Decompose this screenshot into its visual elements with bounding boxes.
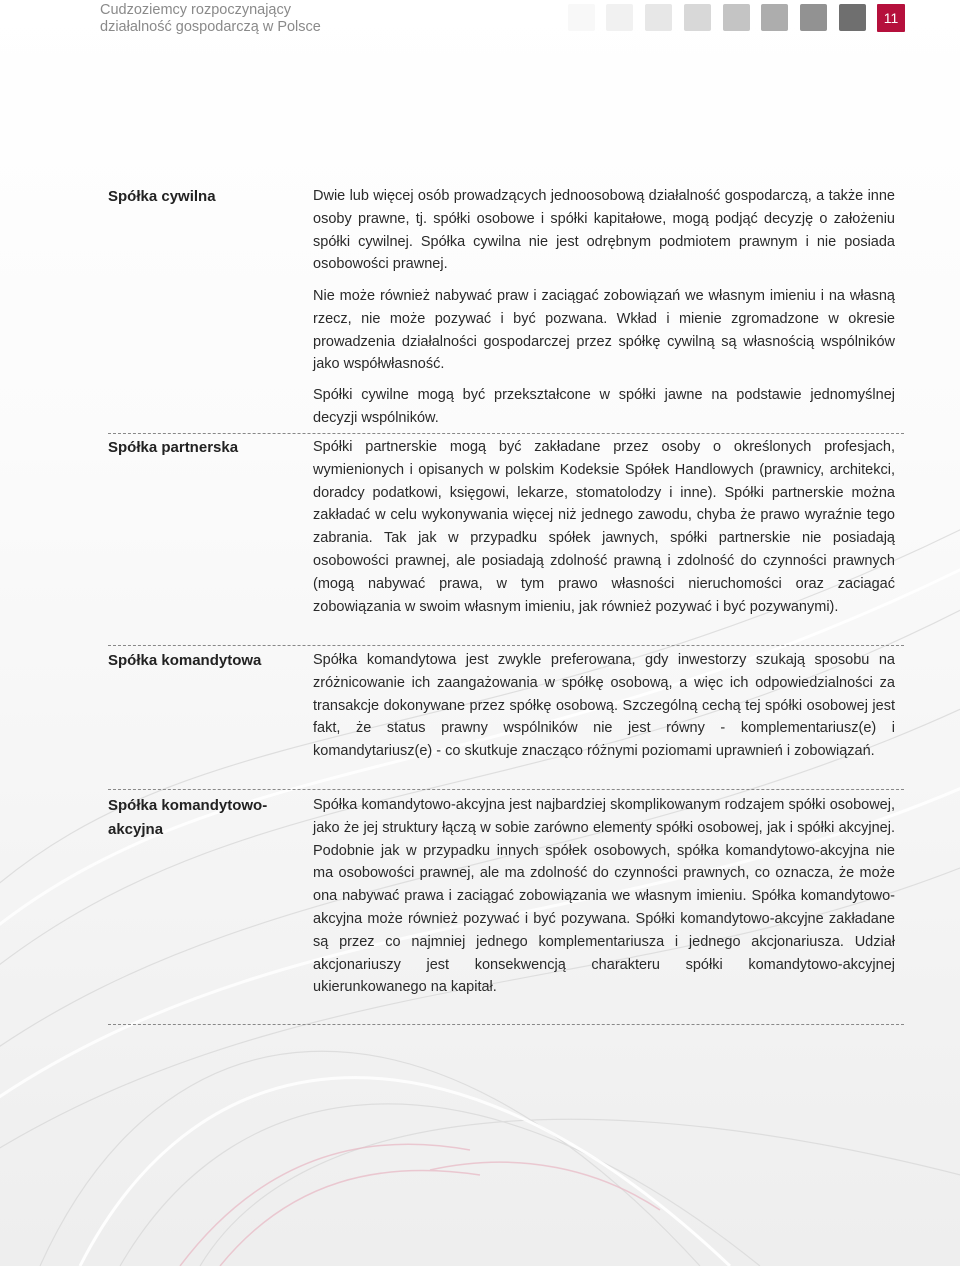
paragraph-komandytowa-1: Spółka komandytowa jest zwykle preferowana, gdy inwestorzy szukają sposobu na zróżnicowanie ich zaangażowania w spółkę osobową, a więc ich odpowiedzialności za transakcje dokonywane przez spółkę osobową. Szczególną cechą tej spółki osobowej jest fakt, że status prawny wspólników nie jest równy - komplementariusz(e) i komandytariusz(e) - co skutkuje znacząco różnymi poziomami uprawnień i zobowiązań. — [313, 652, 895, 760]
document-title: Cudzoziemcy rozpoczynający działalność gospodarczą w Polsce — [100, 2, 321, 35]
section-label-spolka-komandytowo-akcyjna: Spółka komandytowo- akcyjna — [108, 797, 268, 838]
paragraph-cywilna-3: Spółki cywilne mogą być przekształcone w spółki jawne na podstawie jednomyślnej decyzji wspólników. — [313, 387, 895, 426]
section-divider — [108, 1024, 904, 1025]
paragraph-komandytowo-akcyjna-1: Spółka komandytowo-akcyjna jest najbardziej skomplikowanym rodzajem spółki osobowej, jako że jej struktury łączą w sobie zarówno elementy spółki osobowej, jak i spółki akcyjnej. Podobnie jak w przypadku innych spółek osobowych, spółka komandytowo-akcyjna nie ma osobowości prawnej, ale ma zdolność do czynności prawnych, co oznacza, że może ona nabywać prawa i zaciągać zobowiązania we własnym imieniu. Spółka komandytowo-akcyjna może również pozywać i być pozywana. Spółki komandytowo-akcyjne zakładane są przez co najmniej jednego komplementariusza i jednego akcjonariusza. Udział akcjonariuszy jest konsekwencją charakteru spółki komandytowo-akcyjnej ukierunkowanego na kapitał. — [313, 797, 895, 996]
section-label-spolka-cywilna: Spółka cywilna — [108, 188, 216, 205]
section-label-spolka-partnerska: Spółka partnerska — [108, 439, 239, 456]
section-divider — [108, 645, 904, 646]
page-number: 11 — [877, 4, 905, 32]
paragraph-cywilna-2: Nie może również nabywać praw i zaciągać zobowiązań we własnym imieniu i na własną rzecz, nie może pozywać i być pozwana. Wkład i mienie zgromadzone w okresie prowadzenia działalności gospodarczej przez spółkę cywilną są własnością wspólników jako współwłasność. — [313, 288, 895, 373]
section-label-spolka-komandytowa: Spółka komandytowa — [108, 652, 262, 669]
section-divider — [108, 433, 904, 434]
paragraph-cywilna-1: Dwie lub więcej osób prowadzących jednoosobową działalność gospodarczą, a także inne osoby prawne, tj. spółki osobowe i spółki kapitałowe, mogą podjąć decyzję o założeniu spółki cywilnej. Spółka cywilna nie jest odrębnym podmiotem prawnym i nie posiada osobowości prawnej. — [313, 188, 895, 273]
section-divider — [108, 789, 904, 790]
paragraph-partnerska-1: Spółki partnerskie mogą być zakładane przez osoby o określonych profesjach, wymienionych i opisanych w polskim Kodeksie Spółek Handlowych (prawnicy, architekci, doradcy podatkowi, księgowi, lekarze, stomatolodzy i inne). Spółki partnerskie można zakładać w celu wykonywania więcej niż jednego zawodu, chyba że prawo wyraźnie tego zabrania. Tak jak w przypadku spółek jawnych, spółki partnerskie nie posiadają osobowości prawnej, ale posiadają zdolność prawną i zdolność do czynności prawnych (mogą nabywać prawa, w tym prawo własności nieruchomości oraz zaciagać zobowiązania w swoim własnym imieniu, jak również pozywać i być pozywanymi). — [313, 439, 895, 615]
